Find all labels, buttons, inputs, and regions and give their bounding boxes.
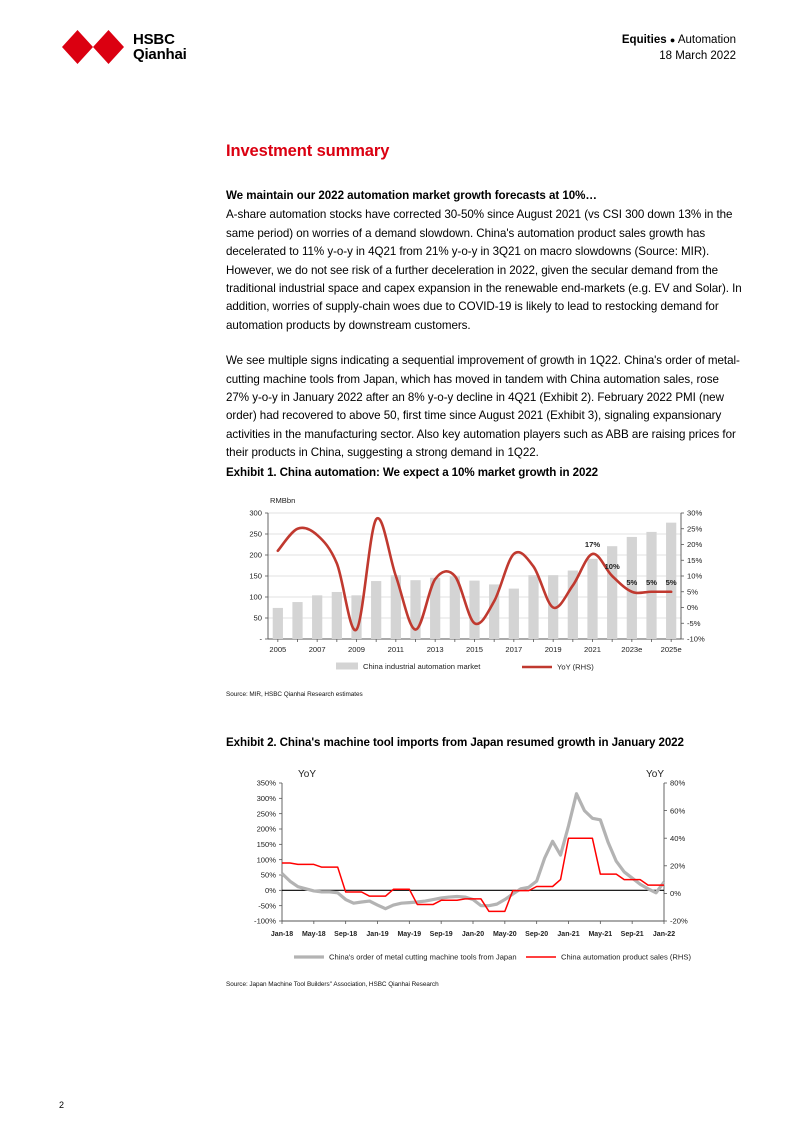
svg-text:300: 300: [249, 508, 262, 518]
svg-text:100: 100: [249, 592, 262, 602]
svg-text:100%: 100%: [256, 855, 276, 865]
exhibit-2-title: Exhibit 2. China's machine tool imports from Japan resumed growth in January 2022: [226, 736, 684, 749]
svg-text:2015: 2015: [466, 645, 483, 654]
svg-text:2005: 2005: [269, 645, 287, 654]
svg-text:Sep-20: Sep-20: [525, 931, 549, 938]
svg-text:15%: 15%: [687, 555, 703, 565]
svg-text:Jan-20: Jan-20: [461, 931, 485, 938]
svg-text:YoY: YoY: [646, 769, 664, 780]
hsbc-hexagon-icon: [62, 30, 124, 64]
svg-text:-5%: -5%: [687, 618, 701, 628]
svg-text:150%: 150%: [256, 840, 276, 850]
exhibit-1-chart: [226, 491, 726, 686]
svg-text:50%: 50%: [260, 870, 276, 880]
svg-text:250: 250: [249, 529, 262, 539]
svg-text:0%: 0%: [670, 889, 681, 899]
svg-text:Sep-18: Sep-18: [334, 931, 358, 938]
svg-text:10%: 10%: [687, 571, 703, 581]
svg-text:-50%: -50%: [258, 901, 276, 911]
exhibit-2-chart: [226, 761, 726, 976]
svg-text:10%: 10%: [604, 562, 620, 571]
svg-text:Sep-21: Sep-21: [620, 931, 644, 938]
exhibit-1: [226, 466, 742, 698]
svg-text:300%: 300%: [256, 794, 276, 804]
svg-text:YoY (RHS): YoY (RHS): [557, 662, 594, 672]
svg-text:150: 150: [249, 571, 262, 581]
svg-text:RMBbn: RMBbn: [270, 496, 296, 505]
svg-text:2023e: 2023e: [621, 645, 643, 654]
svg-text:Jan-18: Jan-18: [270, 931, 294, 938]
svg-text:China industrial automation ma: China industrial automation market: [363, 662, 481, 671]
svg-text:2013: 2013: [426, 645, 444, 654]
logo-line-qianhai: Qianhai: [133, 46, 187, 63]
svg-text:China's order of metal cutting: China's order of metal cutting machine tools from Japan: [329, 952, 517, 962]
svg-text:250%: 250%: [256, 809, 276, 819]
header-meta: [622, 32, 736, 64]
svg-text:May-21: May-21: [588, 931, 613, 938]
exhibit-1-title: Exhibit 1. China automation: We expect a 10% market growth in 2022: [226, 466, 599, 479]
svg-text:20%: 20%: [670, 861, 686, 871]
lead-statement: We maintain our 2022 automation market growth forecasts at 10%…: [226, 189, 597, 202]
svg-text:17%: 17%: [584, 539, 601, 549]
logo-line-hsbc: HSBC: [133, 30, 175, 48]
header-topic: Automation: [677, 34, 736, 47]
svg-text:-10%: -10%: [687, 634, 705, 644]
svg-text:5%: 5%: [665, 577, 677, 587]
svg-text:40%: 40%: [670, 833, 686, 843]
svg-text:200%: 200%: [256, 824, 276, 834]
svg-text:YoY: YoY: [298, 769, 316, 780]
hsbc-qianhai-logo: [62, 30, 187, 64]
exhibit-2-svg: [226, 761, 726, 976]
svg-text:60%: 60%: [670, 806, 686, 816]
svg-text:-: -: [259, 634, 262, 644]
svg-text:May-19: May-19: [397, 931, 422, 938]
svg-text:China automation product sales: China automation product sales (RHS): [561, 952, 691, 962]
svg-text:2019: 2019: [544, 645, 562, 654]
exhibit-1-source: Source: MIR, HSBC Qianhai Research estimates: [226, 691, 363, 698]
page-header: [0, 22, 793, 82]
header-date: 18 March 2022: [659, 50, 736, 63]
svg-text:2025e: 2025e: [660, 645, 682, 654]
svg-text:2021: 2021: [584, 645, 601, 654]
exhibit-1-svg: [226, 491, 726, 686]
svg-text:80%: 80%: [670, 778, 686, 788]
svg-text:0%: 0%: [687, 603, 698, 613]
svg-text:5%: 5%: [687, 587, 698, 597]
svg-text:200: 200: [249, 550, 262, 560]
svg-text:2007: 2007: [308, 645, 326, 654]
page-title: Investment summary: [226, 142, 390, 160]
article-content: [226, 142, 742, 480]
exhibit-2-source: Source: Japan Machine Tool Builders'' Association, HSBC Qianhai Research: [226, 981, 439, 988]
svg-text:May-20: May-20: [492, 931, 517, 938]
svg-text:Jan-19: Jan-19: [366, 931, 389, 938]
svg-text:0%: 0%: [265, 886, 276, 896]
exhibit-2: [226, 736, 742, 988]
header-category: Equities: [621, 34, 667, 47]
svg-text:25%: 25%: [687, 524, 703, 534]
svg-text:-20%: -20%: [670, 916, 688, 926]
svg-text:2009: 2009: [348, 645, 365, 654]
svg-text:Sep-19: Sep-19: [429, 931, 453, 938]
paragraph-2: We see multiple signs indicating a sequential improvement of growth in 1Q22. China's order of metal-cutting machine tools from Japan, which has moved in tandem with China automation sales, rose 27% y-o-y in January 2022 after an 8% y-o-y decline in 4Q21 (Exhibit 2). February 2022 PMI (new order) had recovered to above 50, first time since August 2021 (Exhibit 3), signaling expansionary activities in the manufacturing sector. Also key automation players such as ABB are raising prices for their products in China, suggesting a strong demand in 1Q22.: [226, 354, 740, 460]
svg-text:20%: 20%: [687, 540, 703, 550]
svg-text:-100%: -100%: [254, 916, 276, 926]
header-separator-dot: ●: [669, 35, 676, 45]
paragraph-1: A-share automation stocks have corrected 30-50% since August 2021 (vs CSI 300 down 13% in the same period) on worries of a demand slowdown. China's automation product sales growth has decelerated to 11% y-o-y in 4Q21 from 21% y-o-y in 3Q21 on macro slowdowns (Source: MIR). However, we do not see risk of a further deceleration in 2022, given the secular demand from the traditional industrial space and capex expansion in the renewable end-markets (e.g. EV and Solar). In addition, worries of supply-chain woes due to COVID-19 is likely to lead to restocking demand for automation products by downstream customers.: [226, 208, 742, 332]
page-number: 2: [59, 1100, 65, 1110]
svg-text:Jan-22: Jan-22: [652, 931, 676, 938]
svg-text:5%: 5%: [646, 577, 657, 587]
svg-text:50: 50: [253, 613, 262, 623]
logo-wordmark: [133, 32, 187, 63]
header-category-line: [622, 32, 736, 48]
svg-text:5%: 5%: [626, 577, 638, 587]
svg-text:2011: 2011: [387, 645, 405, 654]
svg-text:Jan-21: Jan-21: [557, 931, 580, 938]
svg-text:30%: 30%: [687, 508, 703, 518]
svg-text:350%: 350%: [256, 778, 276, 788]
svg-text:May-18: May-18: [301, 931, 326, 938]
svg-text:2017: 2017: [505, 645, 523, 654]
